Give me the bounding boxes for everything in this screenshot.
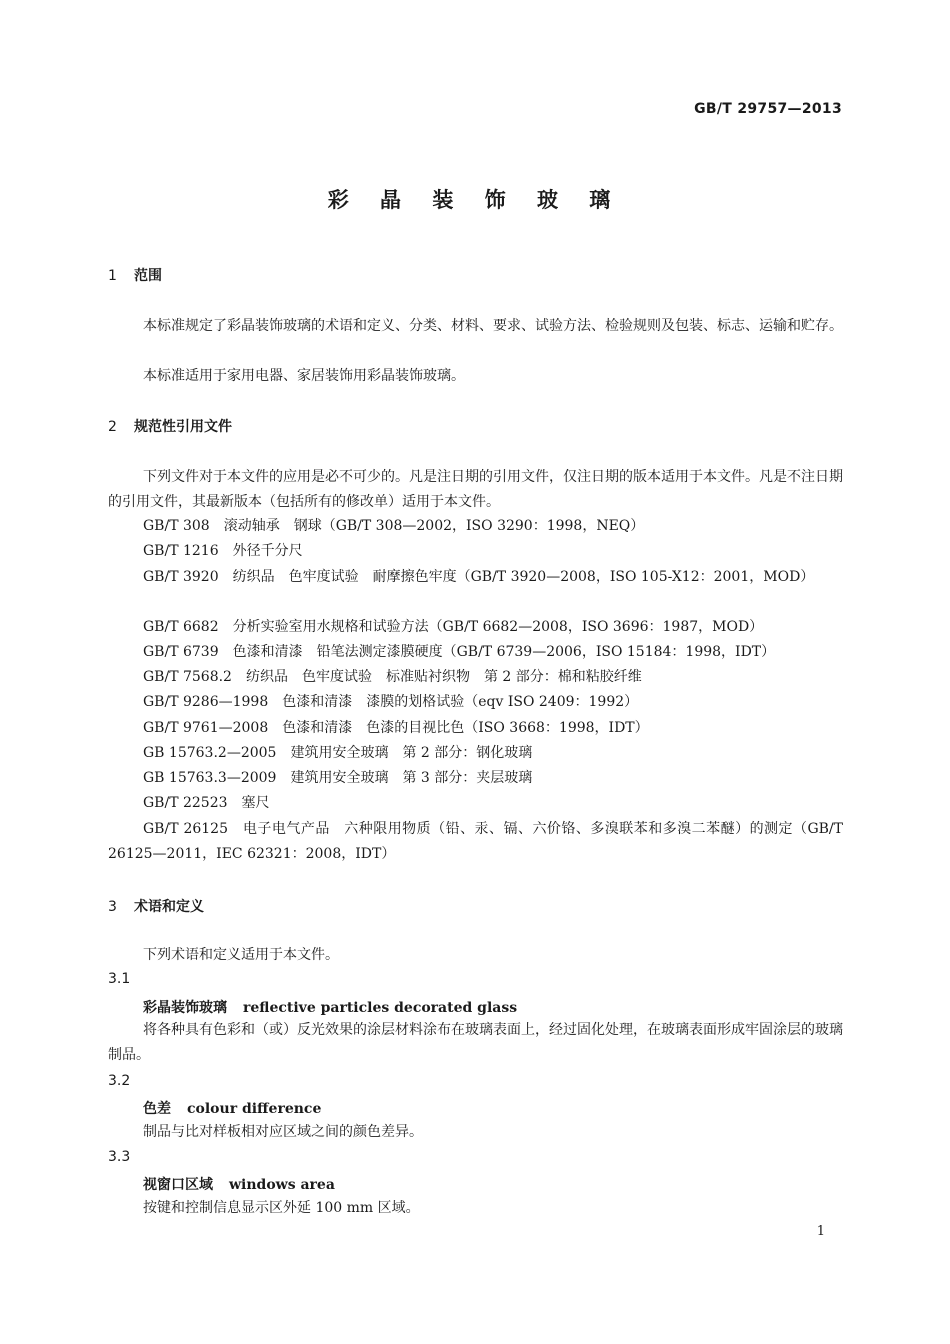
page-number: 1	[816, 1224, 825, 1239]
term-en: windows area	[229, 1177, 335, 1193]
term-number: 3.3	[108, 1149, 131, 1165]
paragraph: 下列术语和定义适用于本文件。	[143, 947, 339, 963]
term-en: reflective particles decorated glass	[243, 1000, 518, 1016]
term-name	[143, 1098, 321, 1118]
section-number: 2	[108, 419, 117, 435]
term-zh: 视窗口区域	[143, 1177, 213, 1193]
reference-item: GB/T 6739 色漆和清漆 铅笔法测定漆膜硬度（GB/T 6739—2006，ISO 15184：1998，IDT）	[143, 644, 776, 660]
section-number: 3	[108, 899, 117, 915]
term-zh: 彩晶装饰玻璃	[143, 1000, 227, 1016]
reference-item: GB/T 3920 纺织品 色牢度试验 耐摩擦色牢度（GB/T 3920—2008，ISO 105-X12：2001，MOD）	[143, 569, 815, 585]
paragraph: 下列文件对于本文件的应用是必不可少的。凡是注日期的引用文件，仅注日期的版本适用于本文件。凡是不注日期的引用文件，其最新版本（包括所有的修改单）适用于本文件。	[108, 469, 843, 511]
term-name	[143, 1174, 335, 1194]
term-number: 3.2	[108, 1073, 131, 1089]
reference-item: GB/T 26125 电子电气产品 六种限用物质（铅、汞、镉、六价铬、多溴联苯和多溴二苯醚）的测定（GB/T 26125—2011，IEC 62321：2008，IDT）	[108, 821, 848, 863]
page-title: 彩 晶 装 饰 玻 璃	[327, 188, 623, 212]
section-heading-2	[108, 416, 232, 436]
term-definition: 将各种具有色彩和（或）反光效果的涂层材料涂布在玻璃表面上，经过固化处理，在玻璃表面形成牢固涂层的玻璃制品。	[108, 1022, 843, 1064]
section-heading-3	[108, 896, 204, 916]
term-en: colour difference	[187, 1101, 322, 1117]
reference-item: GB/T 308 滚动轴承 钢球（GB/T 308—2002，ISO 3290：1998，NEQ）	[143, 518, 645, 534]
reference-item: GB/T 1216 外径千分尺	[143, 543, 303, 559]
reference-item: GB/T 22523 塞尺	[143, 795, 270, 811]
reference-item: GB/T 9761—2008 色漆和清漆 色漆的目视比色（ISO 3668：1998，IDT）	[143, 720, 649, 736]
term-zh: 色差	[143, 1101, 171, 1117]
reference-item: GB/T 7568.2 纺织品 色牢度试验 标准贴衬织物 第 2 部分：棉和粘胶纤维	[143, 669, 642, 685]
section-title: 范围	[134, 268, 162, 284]
paragraph: 本标准适用于家用电器、家居装饰用彩晶装饰玻璃。	[143, 368, 465, 384]
reference-item: GB/T 9286—1998 色漆和清漆 漆膜的划格试验（eqv ISO 2409：1992）	[143, 694, 639, 710]
section-number: 1	[108, 268, 117, 284]
section-title: 规范性引用文件	[134, 419, 232, 435]
reference-item: GB/T 6682 分析实验室用水规格和试验方法（GB/T 6682—2008，ISO 3696：1987，MOD）	[143, 619, 764, 635]
standard-number: GB/T 29757—2013	[694, 101, 842, 117]
section-title: 术语和定义	[134, 899, 204, 915]
term-number: 3.1	[108, 971, 131, 987]
section-heading-1	[108, 265, 162, 285]
term-definition: 制品与比对样板相对应区域之间的颜色差异。	[143, 1124, 423, 1140]
reference-item: GB 15763.3—2009 建筑用安全玻璃 第 3 部分：夹层玻璃	[143, 770, 533, 786]
paragraph: 本标准规定了彩晶装饰玻璃的术语和定义、分类、材料、要求、试验方法、检验规则及包装、标志、运输和贮存。	[143, 318, 843, 334]
term-definition: 按键和控制信息显示区外延 100 mm 区域。	[143, 1200, 420, 1216]
reference-item: GB 15763.2—2005 建筑用安全玻璃 第 2 部分：钢化玻璃	[143, 745, 533, 761]
term-name	[143, 997, 517, 1017]
